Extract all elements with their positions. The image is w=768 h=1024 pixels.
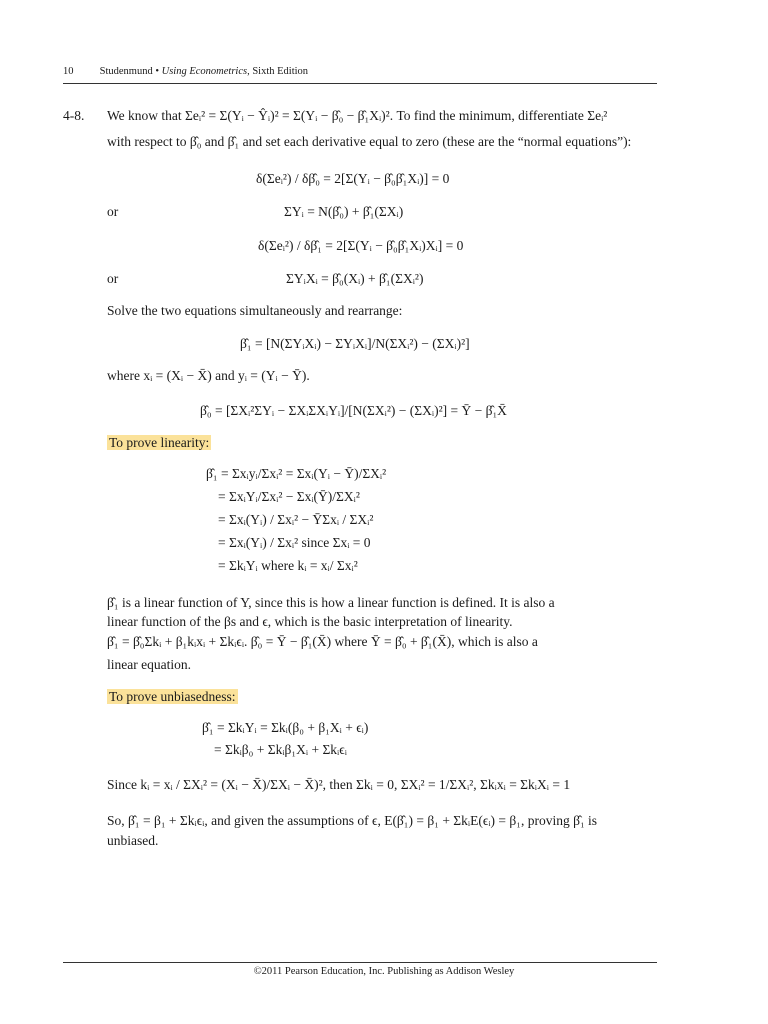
linearity-paragraph-line-4: linear equation. bbox=[107, 657, 191, 672]
problem-number: 4-8. bbox=[63, 108, 85, 123]
linearity-step-1: β̂₁ = Σxᵢyᵢ/Σxᵢ² = Σxᵢ(Yᵢ − Ȳ)/ΣXᵢ² bbox=[206, 466, 387, 481]
normal-equation-2: ΣYᵢ = N(β̂₀) + β̂₁(ΣXᵢ) bbox=[284, 204, 404, 219]
conclusion-line-1: So, β̂₁ = β₁ + Σkᵢϵᵢ, and given the assumptions of ϵ, E(β̂₁) = β₁ + ΣkᵢE(ϵᵢ) = β₁, proving β̂₁ is bbox=[107, 813, 598, 828]
linearity-step-2: = ΣxᵢYᵢ/Σxᵢ² − Σxᵢ(Ȳ)/ΣXᵢ² bbox=[218, 489, 360, 504]
page-number: 10 bbox=[63, 66, 74, 77]
intro-line-2: with respect to β̂₀ and β̂₁ and set each derivative equal to zero (these are the “normal equations”): bbox=[107, 134, 632, 149]
normal-equation-4: ΣYᵢXᵢ = β̂₀(Xᵢ) + β̂₁(ΣXᵢ²) bbox=[286, 271, 424, 286]
unbiasedness-step-2: = Σkᵢβ₀ + Σkᵢβ₁Xᵢ + Σkᵢϵᵢ bbox=[214, 742, 347, 757]
unbiasedness-heading-text: To prove unbiasedness: bbox=[109, 689, 236, 704]
footer-rule bbox=[63, 962, 657, 963]
unbiasedness-heading bbox=[107, 689, 238, 705]
linearity-step-5: = ΣkᵢYᵢ where kᵢ = xᵢ/ Σxᵢ² bbox=[218, 558, 358, 573]
conclusion-line-2: unbiased. bbox=[107, 833, 159, 848]
header-book-title: Using Econometrics, bbox=[161, 66, 250, 77]
linearity-heading bbox=[107, 435, 211, 451]
intro-line-1: We know that Σeᵢ² = Σ(Yᵢ − Ŷᵢ)² = Σ(Yᵢ − β̂₀ − β̂₁Xᵢ)². To find the minimum, differentiate Σeᵢ² bbox=[107, 108, 608, 123]
solve-instruction: Solve the two equations simultaneously and rearrange: bbox=[107, 303, 403, 318]
linearity-heading-text: To prove linearity: bbox=[109, 435, 210, 450]
running-header bbox=[63, 66, 308, 79]
linearity-paragraph-line-3: β̂₁ = β̂₀Σkᵢ + β₁kᵢxᵢ + Σkᵢϵᵢ. β̂₀ = Ȳ − β̂₁(X̄) where Ȳ = β̂₀ + β̂₁(X̄), which is also a bbox=[107, 634, 538, 649]
linearity-paragraph-line-2: linear function of the βs and ϵ, which is the basic interpretation of linearity. bbox=[107, 614, 513, 629]
beta0-solution: β̂₀ = [ΣXᵢ²ΣYᵢ − ΣXᵢΣXᵢYᵢ]/[N(ΣXᵢ²) − (ΣXᵢ)²] = Ȳ − β̂₁X̄ bbox=[200, 403, 507, 418]
linearity-step-3: = Σxᵢ(Yᵢ) / Σxᵢ² − ȲΣxᵢ / ΣXᵢ² bbox=[218, 512, 374, 527]
linearity-paragraph-line-1: β̂₁ is a linear function of Y, since this is how a linear function is defined. It is also a bbox=[107, 595, 555, 610]
beta1-solution: β̂₁ = [N(ΣYᵢXᵢ) − ΣYᵢXᵢ]/N(ΣXᵢ²) − (ΣXᵢ)²] bbox=[240, 336, 470, 351]
normal-equation-3: δ(Σeᵢ²) / δβ̂₁ = 2[Σ(Yᵢ − β̂₀β̂₁Xᵢ)Xᵢ] = 0 bbox=[258, 238, 464, 253]
footer-copyright: ©2011 Pearson Education, Inc. Publishing as Addison Wesley bbox=[253, 966, 515, 977]
or-label-1: or bbox=[107, 204, 119, 219]
linearity-step-4: = Σxᵢ(Yᵢ) / Σxᵢ² since Σxᵢ = 0 bbox=[218, 535, 371, 550]
header-edition: Sixth Edition bbox=[252, 66, 309, 77]
since-statement: Since kᵢ = xᵢ / ΣXᵢ² = (Xᵢ − X̄)/ΣXᵢ − X̄)², then Σkᵢ = 0, ΣXᵢ² = 1/ΣXᵢ², Σkᵢxᵢ = ΣkᵢXᵢ = 1 bbox=[107, 777, 571, 792]
deviation-definitions: where xᵢ = (Xᵢ − X̄) and yᵢ = (Yᵢ − Ȳ). bbox=[107, 368, 310, 383]
normal-equation-1: δ(Σeᵢ²) / δβ̂₀ = 2[Σ(Yᵢ − β̂₀β̂₁Xᵢ)] = 0 bbox=[256, 171, 450, 186]
or-label-2: or bbox=[107, 271, 119, 286]
header-rule bbox=[63, 83, 657, 84]
unbiasedness-step-1: β̂₁ = ΣkᵢYᵢ = Σkᵢ(β₀ + β₁Xᵢ + ϵᵢ) bbox=[202, 720, 369, 735]
header-author: Studenmund • bbox=[99, 66, 160, 77]
